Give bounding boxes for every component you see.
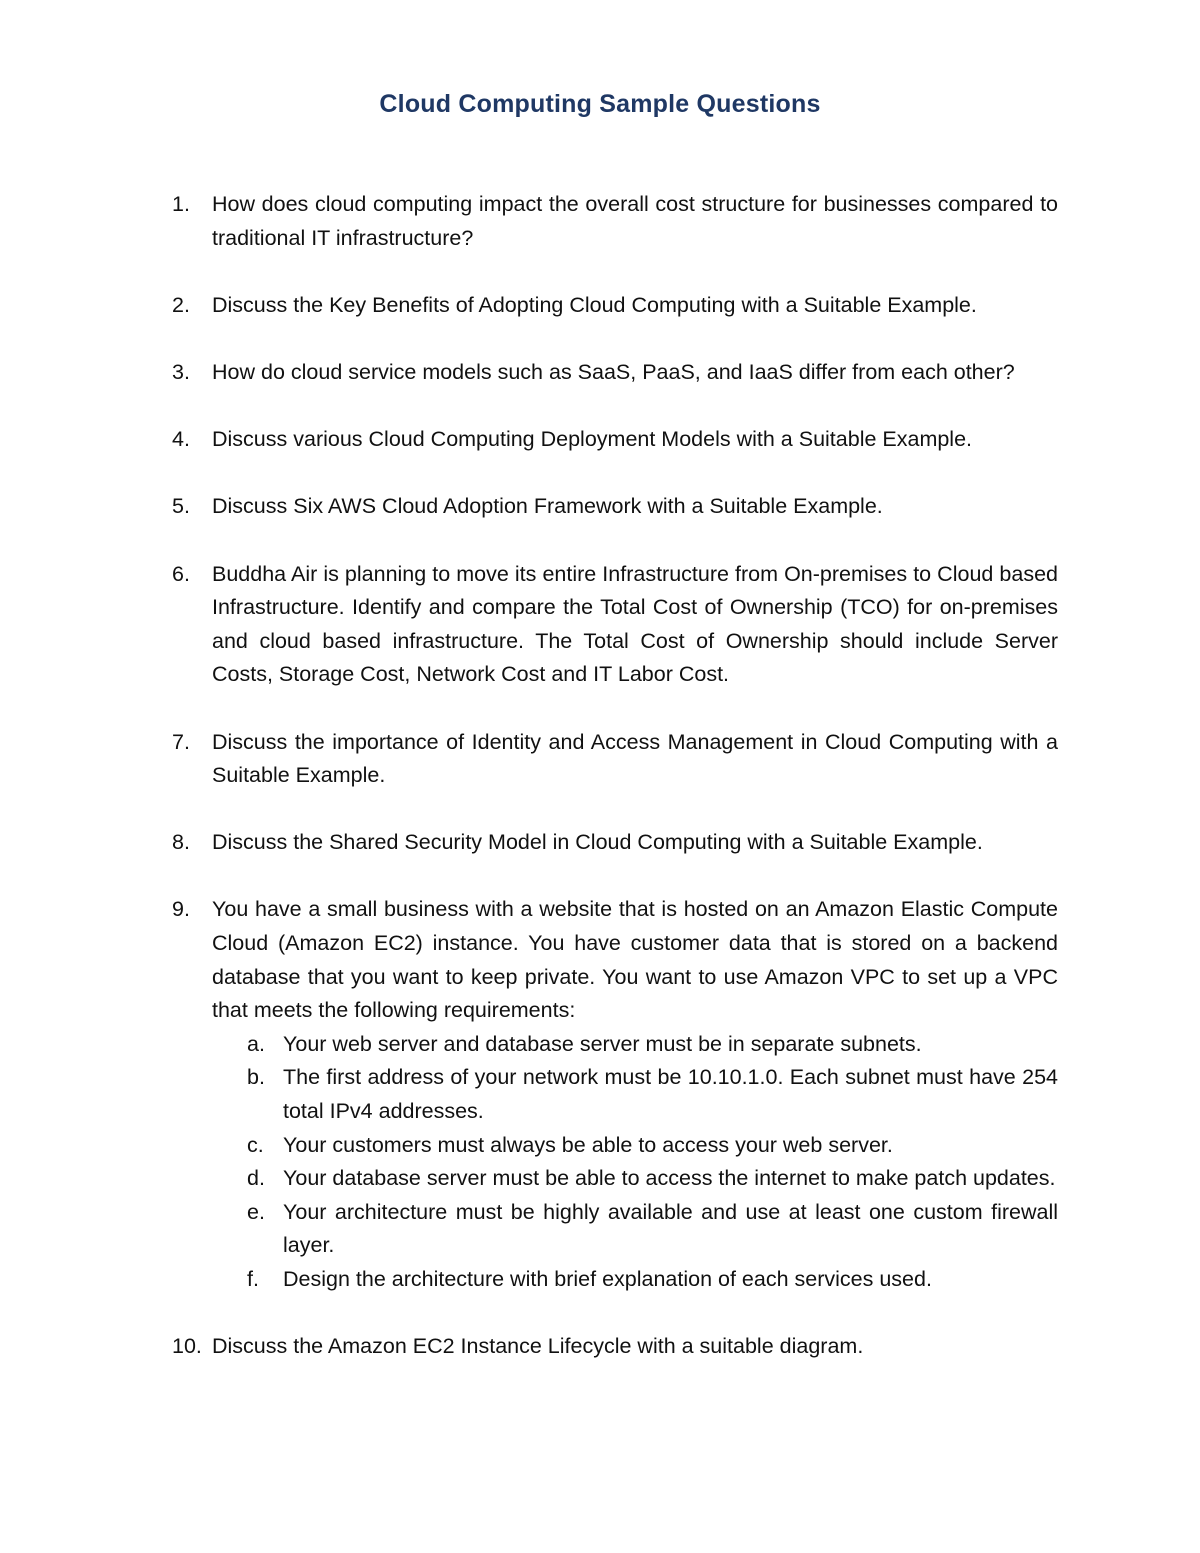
question-number: 4. <box>172 427 190 452</box>
question-number: 6. <box>172 561 190 586</box>
question-number: 7. <box>172 729 190 754</box>
requirement-list <box>212 1028 1058 1297</box>
requirement-item <box>212 1028 1058 1062</box>
question-item <box>172 726 1058 793</box>
question-text: You have a small business with a website that is hosted on an Amazon Elastic Compute Cloud (Amazon EC2) instance. You have customer data that is stored on a backend database that you want to keep private. You want to use Amazon VPC to set up a VPC that meets the following requirements: <box>212 897 1058 1023</box>
question-text: How does cloud computing impact the overall cost structure for businesses compared to traditional IT infrastructure? <box>212 192 1058 250</box>
question-item <box>172 423 1058 457</box>
question-number: 1. <box>172 192 190 216</box>
question-number: 10. <box>172 1334 202 1359</box>
requirement-text: The first address of your network must be 10.10.1.0. Each subnet must have 254 total IPv4 addresses. <box>283 1065 1058 1124</box>
requirement-item <box>212 1061 1058 1128</box>
requirement-text: Your database server must be able to access the internet to make patch updates. <box>283 1166 1056 1191</box>
question-item <box>172 289 1058 323</box>
question-text: Discuss various Cloud Computing Deployment Models with a Suitable Example. <box>212 427 973 452</box>
requirement-text: Your architecture must be highly available and use at least one custom firewall layer. <box>283 1199 1058 1258</box>
question-number: 8. <box>172 830 190 855</box>
requirement-letter: a. <box>247 1031 265 1056</box>
requirement-item <box>212 1263 1058 1297</box>
question-number: 5. <box>172 494 190 519</box>
question-text: How do cloud service models such as SaaS, PaaS, and IaaS differ from each other? <box>212 359 1015 384</box>
question-item <box>172 188 1058 255</box>
requirement-letter: b. <box>247 1065 265 1090</box>
requirement-item <box>212 1162 1058 1196</box>
question-list <box>172 188 1058 1364</box>
question-item <box>172 893 1058 1296</box>
question-text: Discuss the importance of Identity and Access Management in Cloud Computing with a Suitable Example. <box>212 729 1058 788</box>
question-item <box>172 558 1058 692</box>
question-text: Discuss the Key Benefits of Adopting Cloud Computing with a Suitable Example. <box>212 292 977 317</box>
requirement-letter: f. <box>247 1267 259 1291</box>
question-number: 3. <box>172 359 190 384</box>
requirement-letter: e. <box>247 1199 265 1224</box>
requirement-text: Design the architecture with brief explanation of each services used. <box>283 1267 932 1291</box>
question-item <box>172 356 1058 390</box>
question-text: Discuss the Amazon EC2 Instance Lifecycle with a suitable diagram. <box>212 1334 864 1359</box>
requirement-text: Your web server and database server must be in separate subnets. <box>283 1031 922 1056</box>
question-item <box>172 826 1058 860</box>
requirement-letter: d. <box>247 1166 265 1191</box>
question-number: 9. <box>172 897 190 922</box>
question-text: Discuss Six AWS Cloud Adoption Framework with a Suitable Example. <box>212 494 883 519</box>
question-item <box>172 1330 1058 1364</box>
question-text: Buddha Air is planning to move its entire Infrastructure from On-premises to Cloud based Infrastructure. Identify and compare the Total Cost of Ownership (TCO) for on-premises and cloud based infrastructure. The Total Cost of Ownership should include Server Costs, Storage Cost, Network Cost and IT Labor Cost. <box>212 561 1058 687</box>
document-title: Cloud Computing Sample Questions <box>379 90 821 118</box>
question-number: 2. <box>172 292 190 317</box>
requirement-item <box>212 1196 1058 1263</box>
requirement-letter: c. <box>247 1132 264 1157</box>
question-item <box>172 490 1058 524</box>
requirement-item <box>212 1129 1058 1163</box>
requirement-text: Your customers must always be able to access your web server. <box>283 1132 893 1157</box>
question-text: Discuss the Shared Security Model in Cloud Computing with a Suitable Example. <box>212 830 983 855</box>
